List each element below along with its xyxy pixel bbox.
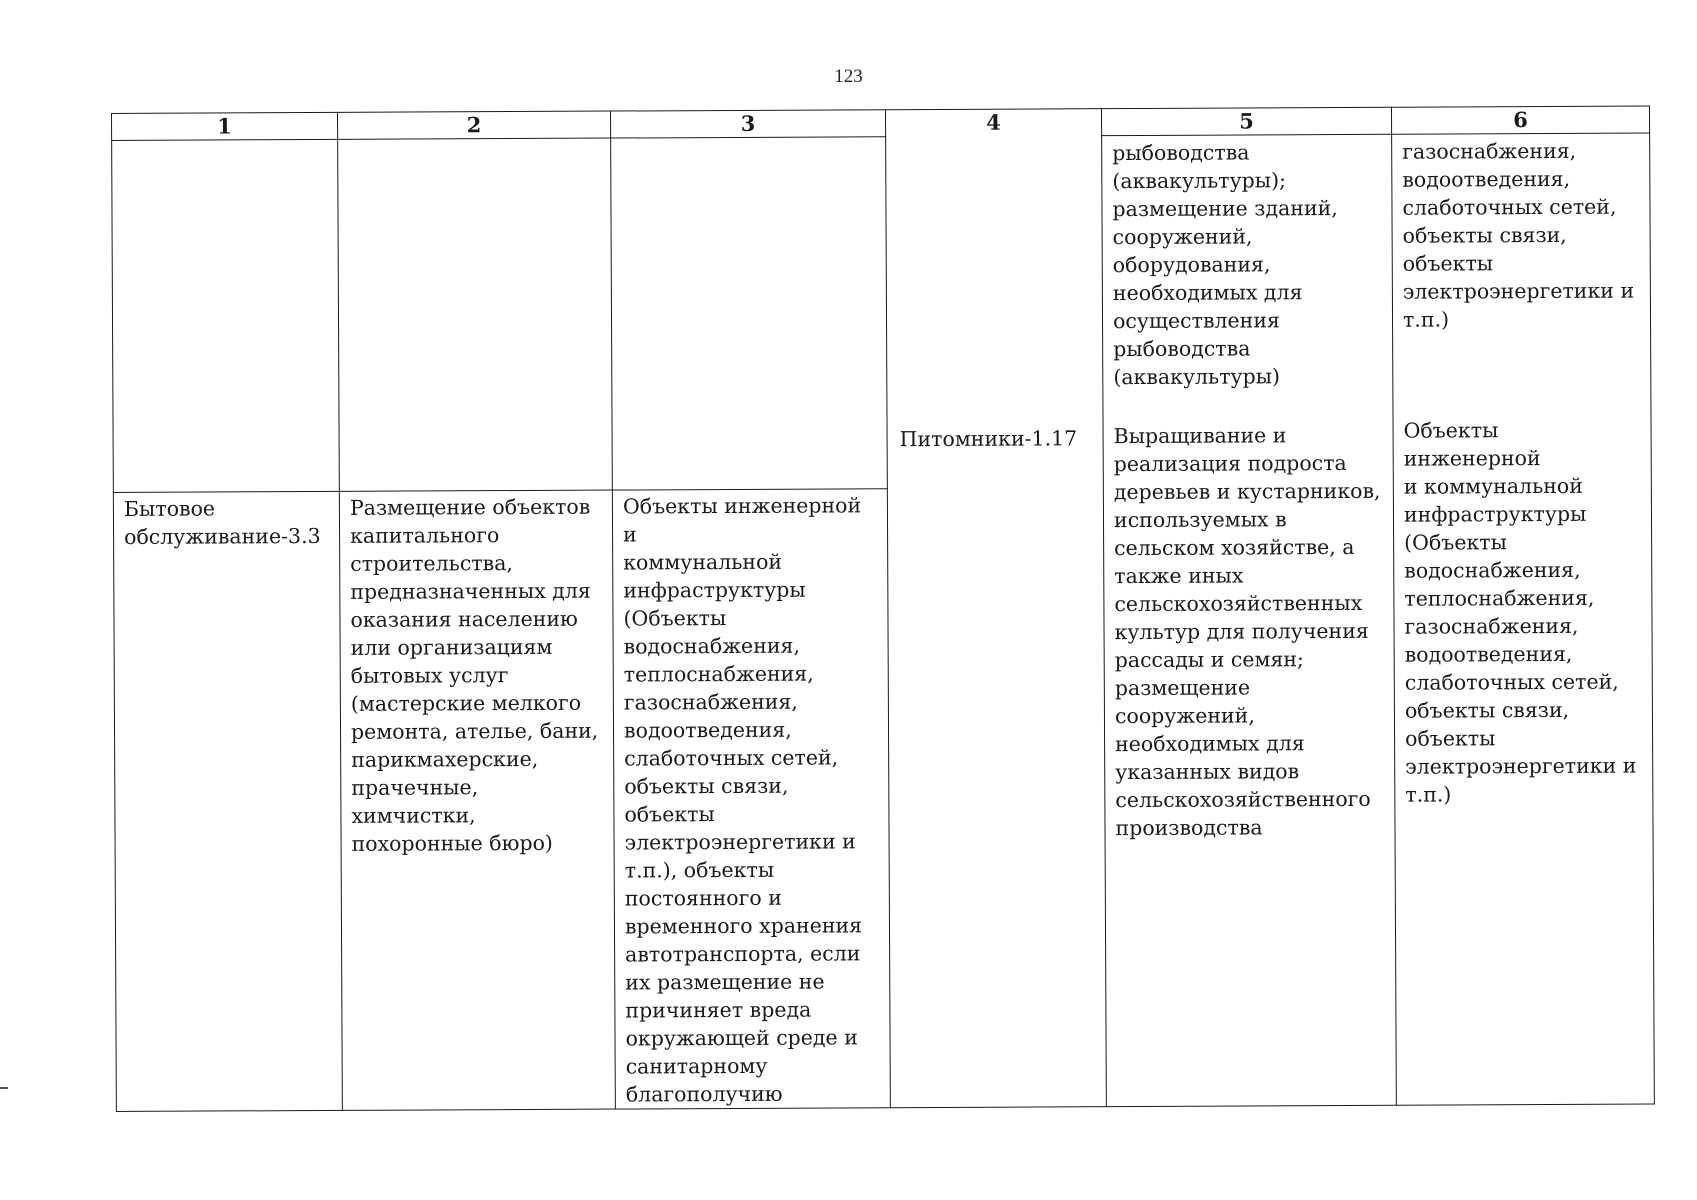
col5-merged-cell bbox=[1102, 134, 1397, 1106]
household-infrastructure-cell bbox=[612, 489, 890, 1109]
header-col-2: 2 bbox=[337, 111, 610, 139]
regulation-table-wrapper bbox=[111, 105, 1654, 1107]
household-description: Размещение объектов капитального строительства, предназначенных для оказания населению или организациям бытовых услуг (мастерские мелкого ремонта, ателье, бани, парикмахерские, прачечные, химчистки, похоронные бюро) bbox=[349, 494, 599, 856]
household-name: Бытовое обслуживание-3.3 bbox=[123, 496, 321, 549]
page-number: 123 bbox=[834, 66, 863, 87]
header-col-5: 5 bbox=[1101, 107, 1391, 135]
header-col-1: 1 bbox=[112, 112, 338, 140]
empty-cell-col2-upper bbox=[338, 138, 613, 491]
scan-margin-mark bbox=[0, 1087, 8, 1089]
household-name-cell bbox=[113, 491, 342, 1111]
household-description-cell bbox=[339, 490, 615, 1110]
fish-farming-continuation: рыбоводства (аквакультуры); размещение зданий, сооружений, оборудования, необходимых для осуществления рыбоводства (аквакультуры) bbox=[1112, 140, 1338, 390]
regulation-table bbox=[111, 105, 1655, 1112]
header-col-6: 6 bbox=[1391, 106, 1649, 134]
household-infrastructure: Объекты инженерной и коммунальной инфраструктуры (Объекты водоснабжения, теплоснабжения, газоснабжения, водоотведения, слаботочных сетей, объекты связи, объекты электроэнергетики и т.п.), объекты постоянного и временного хранения автотранспорта, если их размещение не причиняет вреда окружающей среде и санитарному благополучию bbox=[622, 493, 863, 1107]
header-col-4: 4 bbox=[986, 109, 1001, 135]
col4-merged-cell bbox=[885, 109, 1106, 1108]
nursery-infrastructure: Объекты инженерной и коммунальной инфраструктуры (Объекты водоснабжения, теплоснабжения, газоснабжения, водоотведения, слаботочных сетей, объекты связи, объекты электроэнергетики и т.п.) bbox=[1403, 418, 1637, 807]
col6-merged-cell bbox=[1392, 133, 1655, 1105]
empty-cell-col3-upper bbox=[611, 137, 888, 490]
nursery-name: Питомники-1.17 bbox=[899, 426, 1078, 452]
nursery-description: Выращивание и реализация подроста деревьев и кустарников, используемых в сельском хозяйстве, а также иных сельскохозяйственных культур для получения рассады и семян; размещение сооружений, необходимых для указанных видов сельскохозяйственного производства bbox=[1113, 423, 1381, 841]
empty-cell-col1-upper bbox=[112, 139, 340, 492]
table-row-upper bbox=[112, 133, 1652, 493]
header-col-3: 3 bbox=[610, 110, 885, 138]
infrastructure-continuation: газоснабжения, водоотведения, слаботочных сетей, объекты связи, объекты электроэнергетики и т.п.) bbox=[1402, 138, 1635, 332]
